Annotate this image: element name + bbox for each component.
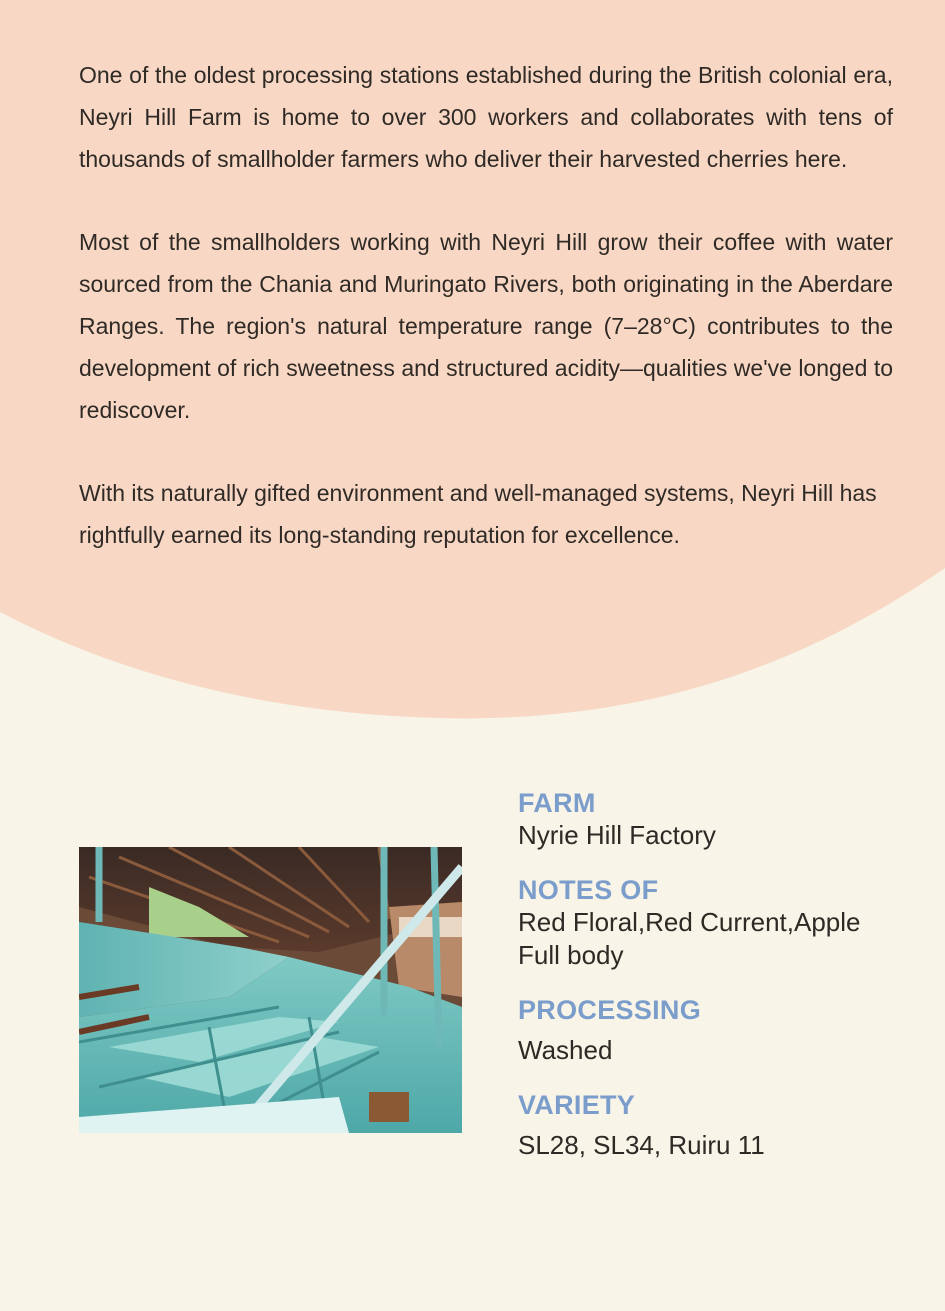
intro-paragraph: One of the oldest processing stations established during the British colonial era, Neyri Hill Farm is home to over 300 workers and collaborates with tens of thousands of smallholder farmers who deliver their harvested cherries here. [79,62,893,172]
notes-value-line1: Red Floral,Red Current,Apple [518,907,861,937]
notes-spec [518,874,918,972]
intro-text [79,54,893,556]
notes-label: NOTES OF [518,875,659,905]
variety-label: VARIETY [518,1090,636,1120]
processing-spec [518,994,918,1067]
farm-label: FARM [518,788,596,818]
farm-spec [518,787,918,852]
variety-spec [518,1089,918,1162]
coffee-specs [518,787,918,1184]
variety-value: SL28, SL34, Ruiru 11 [518,1130,765,1160]
washing-station-photo [79,847,462,1133]
intro-paragraph: With its naturally gifted environment and well-managed systems, Neyri Hill has rightfully earned its long-standing reputation for excellence. [79,480,877,548]
processing-label: PROCESSING [518,995,702,1025]
processing-value: Washed [518,1035,613,1065]
intro-paragraph: Most of the smallholders working with Neyri Hill grow their coffee with water sourced from the Chania and Muringato Rivers, both originating in the Aberdare Ranges. The region's natural temperature range (7–28°C) contributes to the development of rich sweetness and structured acidity—qualities we've longed to rediscover. [79,229,893,423]
notes-value-line2: Full body [518,940,624,970]
farm-value: Nyrie Hill Factory [518,820,716,850]
